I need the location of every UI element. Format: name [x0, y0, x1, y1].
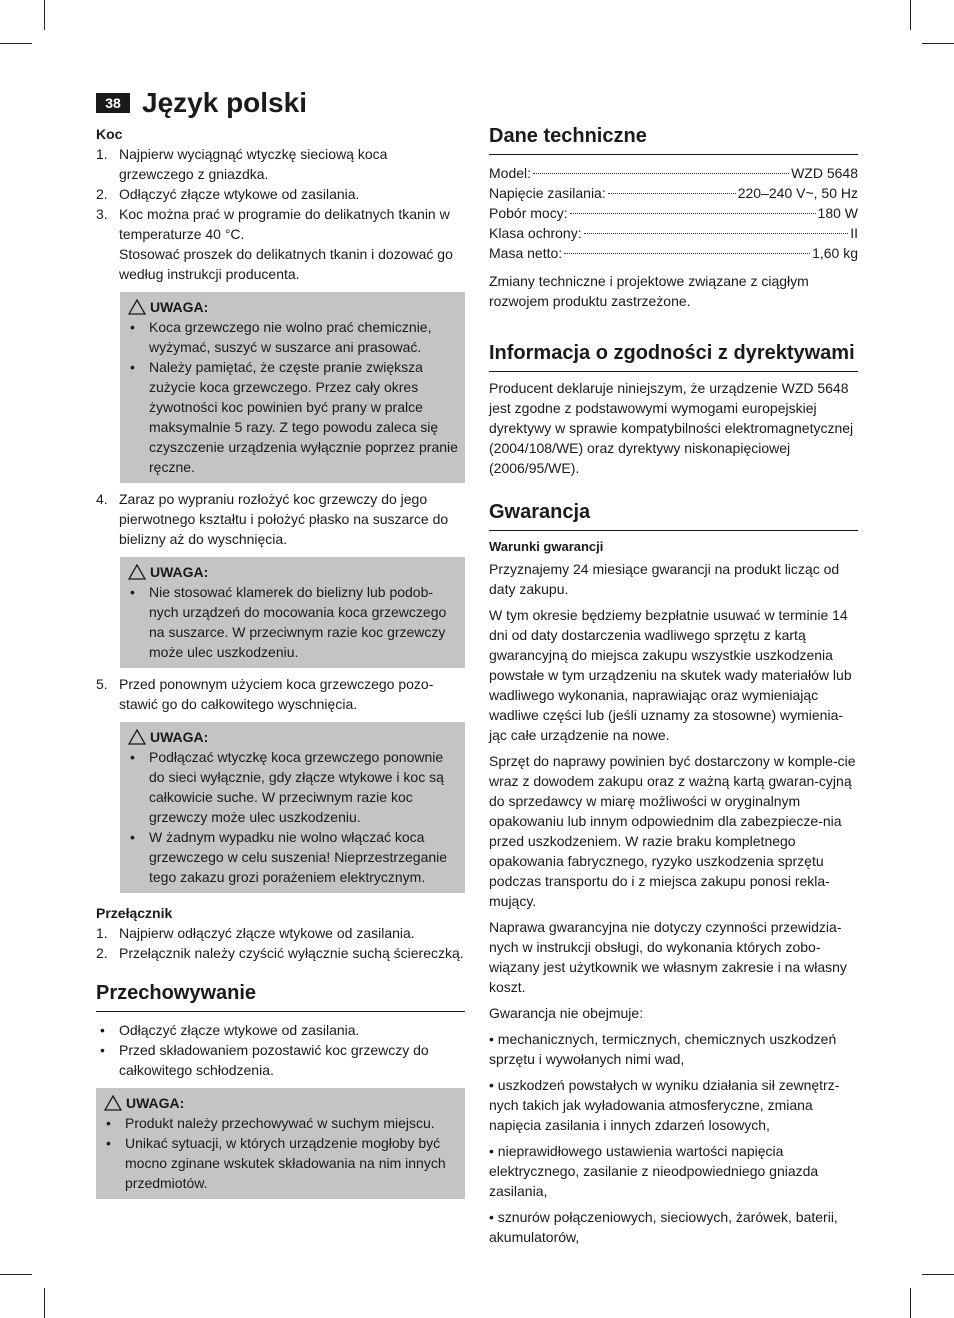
warranty-paragraph: W tym okresie będziemy bezpłatnie usuwać w terminie 14 dni od daty dostarczenia wadliwego sprzętu z kartą gwarancyjną do miejsca zakupu wszystkie uszkodzenia powstałe w tym urządzeniu na skutek wady materiałów lub wadliwego wykonania, naprawiając oraz wymieniając wadliwe części lub (jeśli uznamy za stosowne) wymienia-jąc całe urządzenie na nowe. — [489, 607, 852, 743]
list-item — [96, 674, 465, 714]
spec-label: Klasa ochrony: — [489, 225, 582, 241]
crop-mark — [922, 1274, 954, 1275]
warranty-paragraph: Sprzęt do naprawy powinien być dostarczony w komple-cie wraz z dowodem zakupu oraz z ważną kartą gwaran-cyjną do sprzedawcy w miarę możliwości w oryginalnym opakowaniu lub innym odpowiednim dla zabezpiecze-nia przed uszkodzeniem. W razie braku kompletnego opakowania fabrycznego, ryzyko uszkodzenia sprzętu podczas transportu do i z miejsca zakupu ponosi rekla-mujący. — [489, 753, 856, 909]
list-item: • Przed składowaniem pozostawić koc grzewczy do całkowitego schłodzenia. — [96, 1040, 465, 1080]
spec-value: 1,60 kg — [812, 245, 858, 261]
leader-dots — [608, 193, 736, 194]
warning-label: UWAGA: — [150, 299, 209, 315]
koc-step-5 — [96, 674, 465, 714]
crop-mark — [922, 43, 954, 44]
step-number: 3. — [96, 206, 108, 222]
warning-triangle-icon — [128, 564, 146, 580]
koc-heading: Koc — [96, 126, 123, 142]
page-title: Język polski — [142, 87, 307, 118]
spec-row — [489, 243, 858, 263]
warning-label: UWAGA: — [150, 729, 209, 745]
conformity-text: Producent deklaruje niniejszym, że urządzenie WZD 5648 jest zgodne z podstawowymi wymogami europejskiej dyrektywy w sprawie kompatybilności elektromagnetycznej (2004/108/WE) oraz dyrektywy niskonapięciowej (2006/95/WE). — [489, 380, 854, 476]
koc-step-4 — [96, 489, 465, 549]
list-item: • Odłączyć złącze wtykowe od zasilania. — [96, 1020, 465, 1040]
leader-dots — [584, 233, 849, 234]
crop-mark — [44, 1288, 45, 1318]
page-header — [96, 84, 307, 122]
spec-label: Masa netto: — [489, 245, 563, 261]
step-text: Zaraz po wypraniu rozłożyć koc grzewczy do jego pierwotnego kształtu i położyć płasko na suszarce do bielizny aż do wyschnięcia. — [119, 491, 449, 547]
step-text: Koc można prać w programie do delikatnych tkanin w temperaturze 40 °C. — [119, 206, 450, 242]
warning-list — [126, 747, 459, 887]
warning-list — [102, 1113, 459, 1193]
page-number: 38 — [96, 93, 130, 113]
spec-label: Model: — [489, 165, 532, 181]
warning-list — [126, 582, 459, 662]
warranty-paragraph: Naprawa gwarancyjna nie dotyczy czynności przewidzia-nych w instrukcji obsługi, do wykonania których zobo-wiązany jest użytkownik we własnym zakresie i na własny koszt. — [489, 919, 847, 995]
warning-label: UWAGA: — [150, 564, 209, 580]
step-number: 1. — [96, 146, 108, 162]
warning-list — [126, 317, 459, 477]
storage-list — [96, 1020, 465, 1080]
conformity-heading: Informacja o zgodności z dyrektywami — [489, 341, 858, 372]
storage-heading: Przechowywanie — [96, 981, 465, 1012]
list-item — [96, 204, 465, 284]
spec-label: Napięcie zasilania: — [489, 185, 606, 201]
warning-box — [96, 1088, 465, 1199]
right-column — [489, 124, 858, 1247]
step-number: 1. — [96, 925, 108, 941]
spec-row — [489, 223, 858, 243]
step-text: Najpierw odłączyć złącze wtykowe od zasilania. — [119, 925, 415, 941]
list-item — [96, 923, 465, 943]
step-text: Odłączyć złącze wtykowe od zasilania. — [119, 186, 360, 202]
warning-box — [120, 557, 465, 668]
warranty-heading: Gwarancja — [489, 500, 858, 531]
list-item: • Koca grzewczego nie wolno prać chemicznie, wyżymać, suszyć w suszarce ani prasować. — [126, 317, 459, 357]
step-number: 4. — [96, 491, 108, 507]
warranty-paragraph: • mechanicznych, termicznych, chemicznych uszkodzeń sprzętu i wywołanych nimi wad, — [489, 1031, 837, 1067]
crop-mark — [910, 1288, 911, 1318]
step-text: Najpierw wyciągnąć wtyczkę sieciową koca grzewczego z gniazdka. — [119, 146, 388, 182]
warranty-paragraph: Gwarancja nie obejmuje: — [489, 1005, 644, 1021]
spec-table — [489, 163, 858, 263]
warranty-paragraph: • sznurów połączeniowych, sieciowych, żarówek, baterii, akumulatorów, — [489, 1209, 838, 1245]
spec-value: 220–240 V~, 50 Hz — [737, 185, 858, 201]
tech-heading: Dane techniczne — [489, 124, 858, 155]
step-text: Przed ponownym użyciem koca grzewczego pozo-stawić go do całkowitego wyschnięcia. — [119, 676, 434, 712]
spec-row — [489, 203, 858, 223]
list-item — [96, 184, 465, 204]
warranty-paragraph: • nieprawidłowego ustawienia wartości napięcia elektrycznego, zasilanie z nieodpowiedniego gniazda zasilania, — [489, 1143, 819, 1199]
list-item: • W żadnym wypadku nie wolno włączać koca grzewczego w celu suszenia! Nieprzestrzeganie tego zakazu grozi porażeniem elektrycznym. — [126, 827, 459, 887]
spec-row — [489, 183, 858, 203]
warning-triangle-icon — [128, 299, 146, 315]
warranty-paragraph: • uszkodzeń powstałych w wyniku działania sił zewnętrz-nych takich jak wyładowania atmosferyczne, zmiana napięcia zasilania i innych zdarzeń losowych, — [489, 1077, 840, 1133]
list-item: • Należy pamiętać, że częste pranie zwiększa zużycie koca grzewczego. Przez cały okres żywotności koc powinien być prany w pralce maksymalnie 5 razy. Z tego powodu zaleca się czyszczenie urządzenia wyłącznie poprzez pranie ręczne. — [126, 357, 459, 477]
warning-label: UWAGA: — [126, 1095, 185, 1111]
warning-title — [126, 562, 459, 582]
switch-steps — [96, 923, 465, 963]
list-item — [96, 489, 465, 549]
warranty-paragraph: Przyznajemy 24 miesiące gwarancji na produkt licząc od daty zakupu. — [489, 561, 840, 597]
warning-title — [126, 297, 459, 317]
list-item: • Nie stosować klamerek do bielizny lub podob-nych urządzeń do mocowania koca grzewczego na suszarce. W przeciwnym razie koc grzewczy może ulec uszkodzeniu. — [126, 582, 459, 662]
step-number: 2. — [96, 186, 108, 202]
spec-value: II — [850, 225, 858, 241]
list-item — [96, 144, 465, 184]
warning-title — [102, 1093, 459, 1113]
step-extra-text: Stosować proszek do delikatnych tkanin i dozować go według instrukcji producenta. — [119, 246, 453, 282]
warning-box — [120, 292, 465, 483]
spec-row — [489, 163, 858, 183]
warning-title — [126, 727, 459, 747]
list-item: • Produkt należy przechowywać w suchym miejscu. — [102, 1113, 459, 1133]
warning-box — [120, 722, 465, 893]
list-item: • Podłączać wtyczkę koca grzewczego ponownie do sieci wyłącznie, gdy złącze wtykowe i koc są całkowicie suche. W przeciwnym razie koc grzewczy może ulec uszkodzeniu. — [126, 747, 459, 827]
warning-triangle-icon — [128, 729, 146, 745]
leader-dots — [570, 213, 816, 214]
leader-dots — [564, 253, 810, 254]
tech-note: Zmiany techniczne i projektowe związane z ciągłym rozwojem produktu zastrzeżone. — [489, 273, 809, 309]
step-number: 5. — [96, 676, 108, 692]
step-text: Przełącznik należy czyścić wyłącznie suchą ściereczką. — [119, 945, 464, 961]
switch-heading: Przełącznik — [96, 905, 173, 921]
list-item: • Unikać sytuacji, w których urządzenie mogłoby być mocno zginane wskutek składowania na nim innych przedmiotów. — [102, 1133, 459, 1193]
warning-triangle-icon — [104, 1095, 122, 1111]
left-column — [96, 124, 465, 1205]
spec-value: WZD 5648 — [791, 165, 858, 181]
crop-mark — [0, 1274, 32, 1275]
warranty-subheading: Warunki gwarancji — [489, 539, 604, 554]
list-item — [96, 943, 465, 963]
step-number: 2. — [96, 945, 108, 961]
spec-label: Pobór mocy: — [489, 205, 568, 221]
crop-mark — [910, 0, 911, 30]
koc-steps — [96, 144, 465, 284]
crop-mark — [0, 43, 32, 44]
spec-value: 180 W — [817, 205, 858, 221]
leader-dots — [533, 173, 789, 174]
crop-mark — [44, 0, 45, 30]
